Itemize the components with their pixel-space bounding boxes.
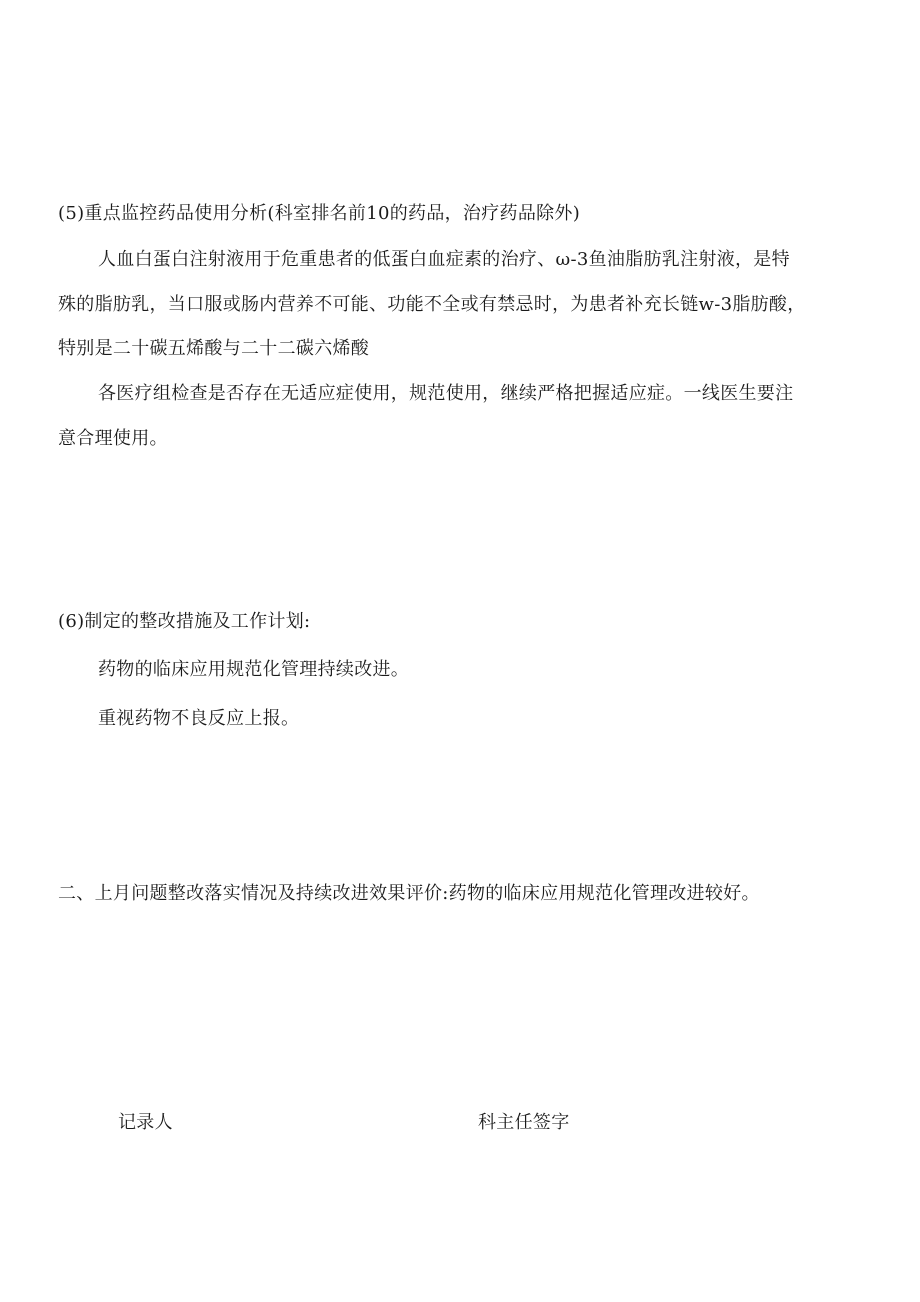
- section5-paragraph1-line3: 特别是二十碳五烯酸与二十二碳六烯酸: [58, 338, 370, 359]
- section5-paragraph1-line1: 人血白蛋白注射液用于危重患者的低蛋白血症素的治疗、ω-3鱼油脂肪乳注射液，是特: [98, 249, 790, 270]
- director-signature-label: 科主任签字: [478, 1112, 570, 1133]
- section5-paragraph2-line1: 各医疗组检查是否存在无适应症使用，规范使用，继续严格把握适应症。一线医生要注: [98, 383, 794, 404]
- section6-item1: 药物的临床应用规范化管理持续改进。: [98, 659, 410, 680]
- section5-paragraph2-line2: 意合理使用。: [58, 428, 168, 449]
- section6-heading: (6)制定的整改措施及工作计划:: [58, 611, 311, 632]
- section6-item2: 重视药物不良反应上报。: [98, 708, 300, 729]
- recorder-label: 记录人: [118, 1112, 173, 1133]
- section2-evaluation-text: 二、上月问题整改落实情况及持续改进效果评价:药物的临床应用规范化管理改进较好。: [58, 883, 760, 904]
- section5-paragraph1-line2: 殊的脂肪乳，当口服或肠内营养不可能、功能不全或有禁忌时，为患者补充长链w-3脂肪酸，: [58, 294, 806, 315]
- section5-heading: (5)重点监控药品使用分析(科室排名前10的药品，治疗药品除外): [58, 203, 581, 224]
